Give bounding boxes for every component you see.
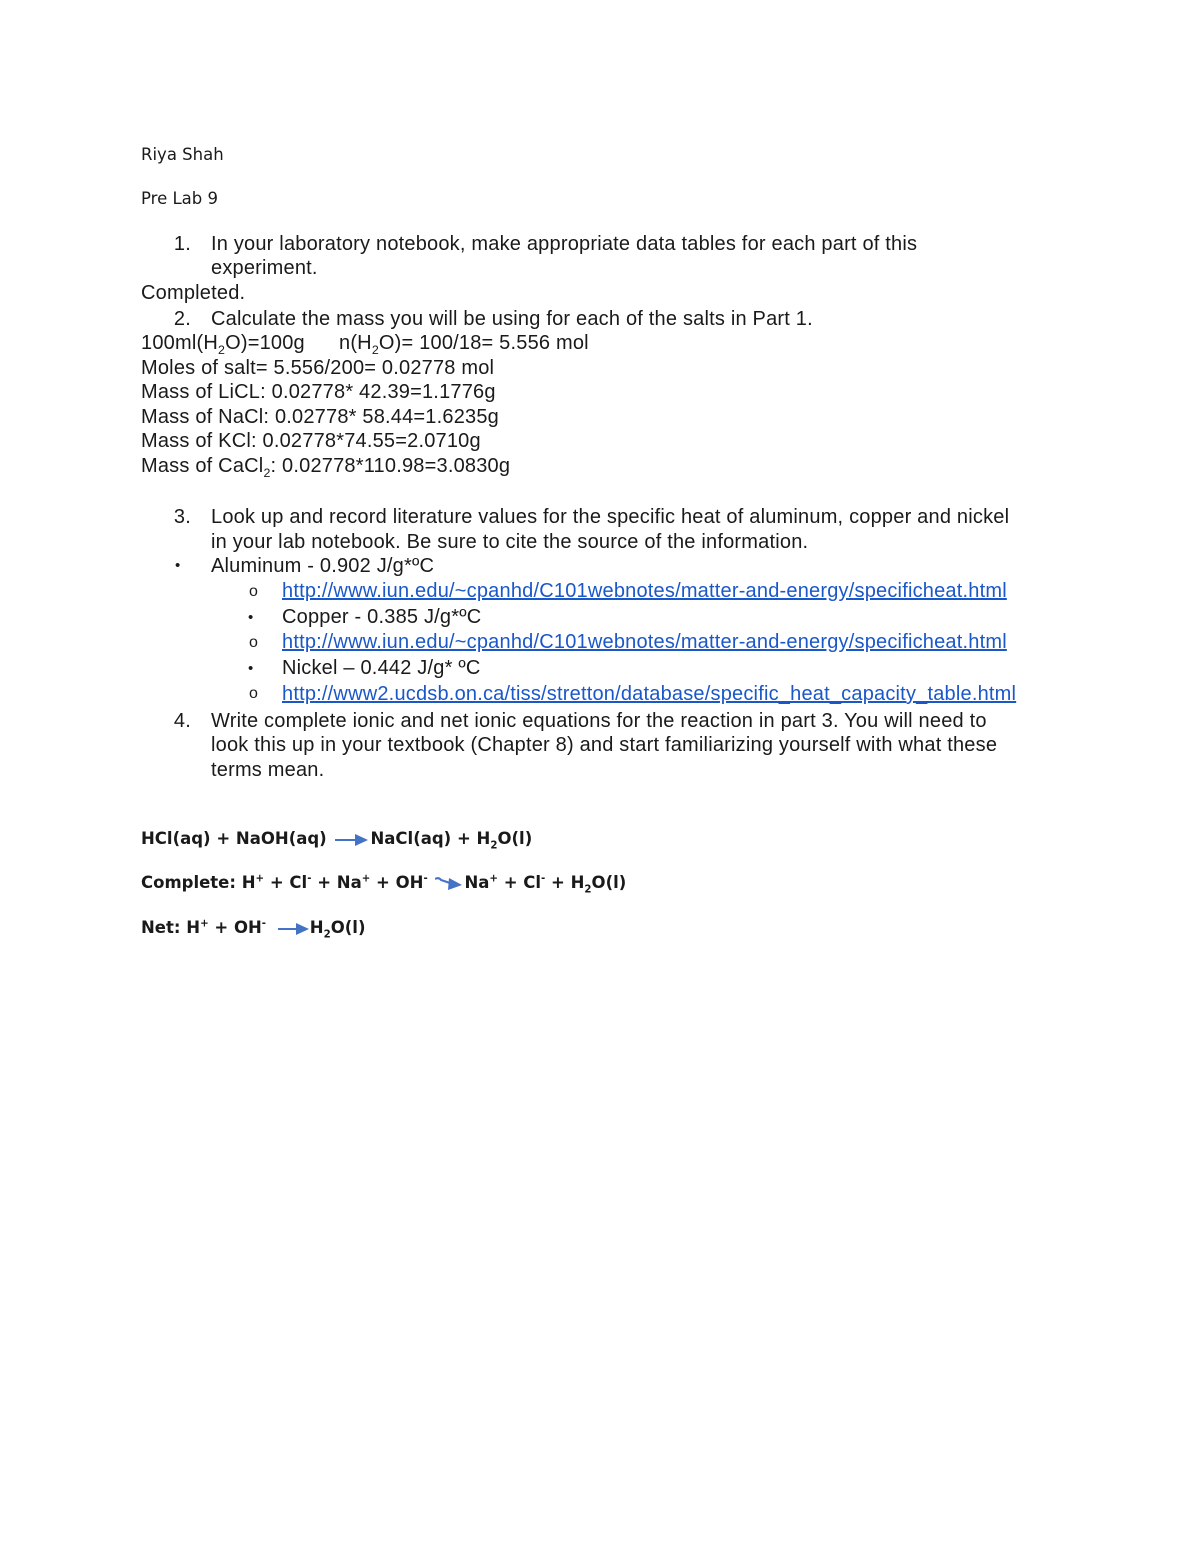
arrow-right-icon: [278, 922, 310, 936]
calc-water-moles: $n(H_2O)= 100/18= 5.556$ mol: [339, 332, 589, 357]
bullet-icon: •: [175, 557, 181, 574]
sub-bullet-icon: o: [249, 685, 258, 702]
question-number: 1.: [173, 233, 191, 255]
document-title: Pre Lab 9: [141, 189, 218, 208]
sub-bullet-icon: o: [249, 583, 258, 600]
author-name: Riya Shah: [141, 145, 224, 164]
question-text: experiment.: [211, 257, 318, 279]
question-text: Calculate the mass you will be using for each of the salts in Part 1.: [211, 308, 813, 330]
question-text: Write complete ionic and net ionic equations for the reaction in part 3. You will need to: [211, 710, 987, 732]
question-text: in your lab notebook. Be sure to cite the source of the information.: [211, 531, 809, 553]
question-number: 4.: [173, 710, 191, 732]
list-item-nickel: Nickel – 0.442 J/g* ºC: [282, 657, 481, 679]
calc-mass-cacl2: Mass of CaCl$_2$: 0.02778*110.98=3.0830g: [141, 455, 511, 480]
link[interactable]: http://www.iun.edu/~cpanhd/C101webnotes/matter-and-energy/specificheat.html: [282, 631, 1007, 653]
arrow-right-icon: [335, 833, 369, 847]
calc-water: $100ml(H_2O)=100g$: [141, 332, 305, 357]
arrow-right-icon: [435, 876, 463, 892]
answer-text: Completed.: [141, 282, 246, 304]
source-link-copper[interactable]: [282, 632, 1007, 652]
list-item-copper: Copper - 0.385 J/g*ºC: [282, 606, 482, 628]
question-number: 3.: [173, 506, 191, 528]
bullet-icon: •: [248, 660, 254, 677]
question-text: In your laboratory notebook, make appropriate data tables for each part of this: [211, 233, 918, 255]
link[interactable]: http://www.iun.edu/~cpanhd/C101webnotes/matter-and-energy/specificheat.html: [282, 580, 1007, 602]
list-item-aluminum: Aluminum - 0.902 J/g*ºC: [211, 555, 435, 577]
equation-complete-ionic: Complete: H+ + Cl- + Na+ + OH- $Na^+ + Cl^- + H_2O(l)$: [141, 873, 627, 896]
link[interactable]: http://www2.ucdsb.on.ca/tiss/stretton/database/specific_heat_capacity_table.html: [282, 683, 1017, 705]
question-number: 2.: [173, 308, 191, 330]
equation-molecular: HCl(aq) + NaOH(aq) NaCl(aq) + $H_2O(l)$: [141, 829, 533, 852]
source-link-nickel[interactable]: [282, 684, 1016, 704]
question-text: Look up and record literature values for the specific heat of aluminum, copper and nickel: [211, 506, 1010, 528]
source-link-aluminum[interactable]: [282, 581, 1007, 601]
calc-mass-licl: Mass of LiCL: 0.02778* 42.39=1.1776g: [141, 381, 496, 403]
bullet-icon: •: [248, 609, 254, 626]
question-text: look this up in your textbook (Chapter 8) and start familiarizing yourself with what these: [211, 734, 998, 756]
calc-mass-kcl: Mass of KCl: 0.02778*74.55=2.0710g: [141, 430, 481, 452]
calc-moles-salt: Moles of salt= 5.556/200= 0.02778 mol: [141, 357, 495, 379]
sub-bullet-icon: o: [249, 634, 258, 651]
calc-mass-nacl: Mass of NaCl: 0.02778* 58.44=1.6235g: [141, 406, 500, 428]
question-text: terms mean.: [211, 759, 325, 781]
equation-net-ionic: Net: H+ + OH- $H_2O(l)$: [141, 918, 366, 941]
